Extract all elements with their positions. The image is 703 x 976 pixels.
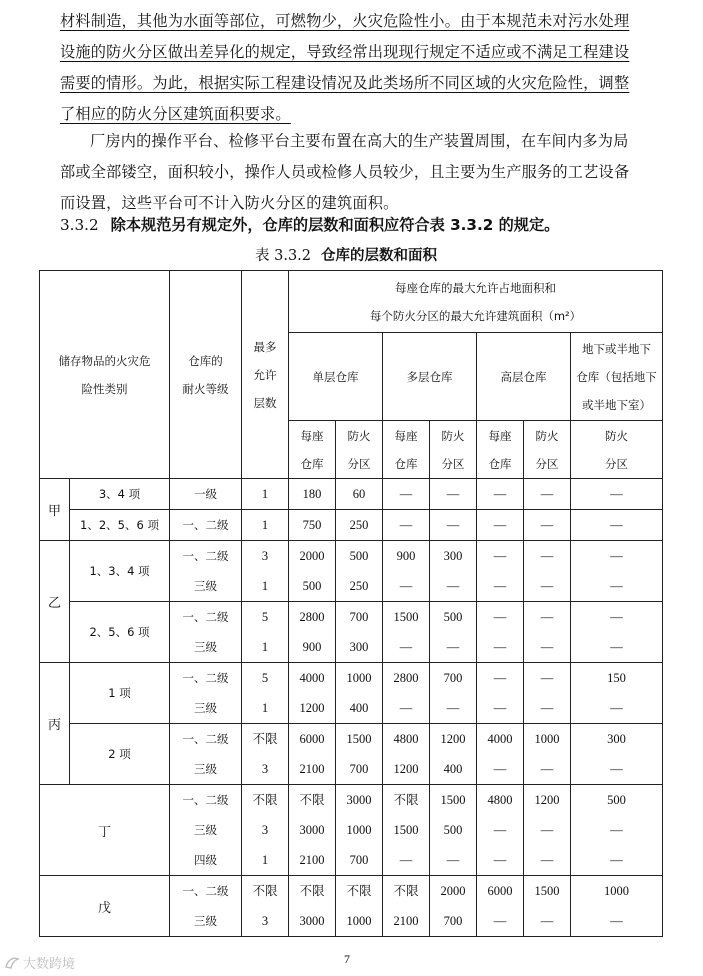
table-caption [255,244,437,265]
table-title: 仓库的层数和面积 [321,248,438,264]
cell-value: 60 [352,487,366,501]
header-fire-compartment: 防火 分区 [524,421,571,479]
area-cell [383,541,430,602]
table-number: 表 3.3.2 [255,248,312,264]
area-cell [430,602,477,663]
area-cell [336,724,383,785]
area-cell [477,785,524,876]
cell-value: 500 [607,793,626,807]
cell-value: — [399,518,413,532]
area-cell [289,510,336,541]
area-cell [571,785,663,876]
header-multi-story: 多层仓库 [383,333,477,421]
cell-value: 700 [443,671,463,685]
max-floors-cell [242,602,289,663]
area-cell [336,876,383,937]
cell-value: — [540,914,554,928]
cell-value: 1 [261,579,269,593]
cell-value: 700 [349,762,369,776]
cell-value: — [399,701,413,715]
cell-value: 2000 [299,549,325,563]
cell-value: — [610,762,623,776]
cell-value: — [446,640,460,654]
cell-value: 1 [261,640,269,654]
area-cell [524,541,571,602]
area-cell [524,785,571,876]
area-cell [383,876,430,937]
area-cell [477,602,524,663]
header-area-title: 每座仓库的最大允许占地面积和 每个防火分区的最大允许建筑面积（m²） [289,271,663,333]
cell-value: 5 [261,671,269,685]
cell-value: 4000 [487,732,513,746]
header-fire-compartment: 防火 分区 [430,421,477,479]
cell-value: — [493,579,507,593]
cell-value: — [540,671,554,685]
header-per-warehouse: 每座 仓库 [289,421,336,479]
cell-value: 2800 [393,671,419,685]
cell-value: — [493,701,507,715]
table-row [40,541,663,602]
cell-value: — [446,518,460,532]
header-underground: 地下或半地下 仓库（包括地下 或半地下室） [571,333,663,421]
watermark-logo-icon [4,956,20,970]
area-cell [571,724,663,785]
paragraph-underlined [60,6,660,130]
cell-value: 300 [349,640,369,654]
cell-value: 6000 [299,732,325,746]
cell-value: 三级 [194,823,217,837]
header-max-floors: 最多 允许 层数 [242,271,289,479]
cell-value: — [610,518,623,532]
area-cell [524,479,571,510]
cell-value: 4800 [487,793,513,807]
cell-value: 一、二级 [182,549,229,563]
area-cell [336,785,383,876]
cell-value: 900 [396,549,416,563]
cell-value: 2800 [299,610,325,624]
max-floors-cell [242,663,289,724]
text-line: 了相应的防火分区建筑面积要求。 [60,105,291,123]
area-cell [430,876,477,937]
area-cell [524,510,571,541]
area-cell [383,663,430,724]
cell-value: — [399,853,413,867]
cell-value: — [493,640,507,654]
area-cell [477,876,524,937]
area-cell [430,541,477,602]
table-row [40,602,663,663]
cell-value: — [493,518,507,532]
area-cell [383,724,430,785]
cell-value: — [610,579,623,593]
area-cell [430,479,477,510]
hazard-class: 乙 [40,541,70,663]
text-line: 厂房内的操作平台、检修平台主要布置在高大的生产装置周围，在车间内多为局 [90,132,629,150]
hazard-class: 丁 [40,785,170,876]
cell-value: 3 [261,762,269,776]
area-cell [289,876,336,937]
cell-value: 150 [607,671,626,685]
cell-value: — [540,579,554,593]
cell-value: 1500 [440,793,466,807]
header-single-story: 单层仓库 [289,333,383,421]
cell-value: 1 [261,701,269,715]
fire-rating-cell [170,663,242,724]
table-row [40,785,663,876]
table-row [40,724,663,785]
area-cell [430,510,477,541]
hazard-class: 戊 [40,876,170,937]
text-line: 材料制造，其他为水面等部位，可燃物少，火灾危险性小。由于本规范未对污水处理 [60,12,630,30]
fire-rating-cell [170,541,242,602]
area-cell [571,663,663,724]
cell-value: — [610,914,623,928]
cell-value: 1000 [346,671,372,685]
cell-value: — [493,823,507,837]
max-floors-cell [242,541,289,602]
area-cell [477,479,524,510]
cell-value: 2100 [393,914,419,928]
area-cell [383,510,430,541]
fire-rating-cell [170,510,242,541]
area-cell [524,602,571,663]
area-cell [477,510,524,541]
cell-value: 300 [607,732,626,746]
watermark: 大数跨境 [4,953,75,972]
area-cell [383,602,430,663]
cell-value: 900 [302,640,322,654]
cell-value: 500 [443,823,463,837]
cell-value: 500 [443,610,463,624]
cell-value: 三级 [194,914,217,928]
warehouse-area-table [39,270,663,937]
cell-value: 四级 [194,853,217,867]
area-cell [571,541,663,602]
cell-value: — [493,549,507,563]
cell-value: 1 [261,518,269,532]
cell-value: — [446,853,460,867]
cell-value: 一、二级 [182,518,229,532]
area-cell [430,663,477,724]
header-per-warehouse: 每座 仓库 [477,421,524,479]
cell-value: 1200 [299,701,325,715]
cell-value: 不限 [393,884,419,898]
cell-value: 3000 [299,823,325,837]
area-cell [524,724,571,785]
cell-value: 不限 [299,884,325,898]
max-floors-cell [242,785,289,876]
cell-value: 不限 [252,793,278,807]
text-line: 而设置，这些平台可不计入防火分区的建筑面积。 [60,194,399,212]
hazard-item: 1 项 [70,663,170,724]
cell-value: 一、二级 [182,671,229,685]
cell-value: 3 [261,914,269,928]
fire-rating-cell [170,602,242,663]
hazard-item: 1、2、5、6 项 [70,510,170,541]
cell-value: — [610,549,623,563]
cell-value: — [610,610,623,624]
cell-value: 500 [302,579,322,593]
cell-value: 1 [261,487,269,501]
area-cell [289,785,336,876]
area-cell [289,479,336,510]
cell-value: 三级 [194,701,217,715]
cell-value: 不限 [393,793,419,807]
cell-value: — [540,762,554,776]
cell-value: 700 [349,610,369,624]
cell-value: 1000 [346,823,372,837]
cell-value: — [399,487,413,501]
cell-value: 3000 [299,914,325,928]
fire-rating-cell [170,785,242,876]
cell-value: 三级 [194,762,217,776]
cell-value: 一、二级 [182,732,229,746]
cell-value: — [540,701,554,715]
area-cell [289,663,336,724]
cell-value: — [540,823,554,837]
cell-value: 1200 [440,732,466,746]
cell-value: — [493,914,507,928]
area-cell [289,724,336,785]
cell-value: 500 [349,549,369,563]
cell-value: 不限 [252,732,278,746]
area-cell [336,510,383,541]
fire-rating-cell [170,876,242,937]
cell-value: — [446,701,460,715]
area-cell [289,541,336,602]
cell-value: 700 [349,853,369,867]
header-high-rise: 高层仓库 [477,333,571,421]
area-cell [571,510,663,541]
area-cell [383,785,430,876]
cell-value: 不限 [346,884,372,898]
area-cell [477,663,524,724]
cell-value: — [493,762,507,776]
cell-value: — [493,610,507,624]
cell-value: 1500 [393,610,419,624]
area-cell [571,479,663,510]
cell-value: 250 [349,518,369,532]
header-fire-rating: 仓库的 耐火等级 [170,271,242,479]
clause-text: 除本规范另有规定外，仓库的层数和面积应符合表 3.3.2 的规定。 [110,216,560,234]
cell-value: — [399,640,413,654]
header-per-warehouse: 每座 仓库 [383,421,430,479]
cell-value: — [493,671,507,685]
cell-value: — [540,853,554,867]
text-line: 设施的防火分区做出差异化的规定，导致经常出现现行规定不适应或不满足工程建设 [60,43,630,61]
area-cell [571,876,663,937]
cell-value: 1 [261,853,269,867]
cell-value: 1200 [534,793,560,807]
area-cell [289,602,336,663]
cell-value: 5 [261,610,269,624]
hazard-item: 3、4 项 [70,479,170,510]
area-cell [524,876,571,937]
cell-value: 一、二级 [182,884,229,898]
header-fire-compartment: 防火 分区 [336,421,383,479]
cell-value: 250 [349,579,369,593]
area-cell [336,541,383,602]
cell-value: 1500 [346,732,372,746]
cell-value: 2100 [299,762,325,776]
cell-value: — [446,487,460,501]
cell-value: 6000 [487,884,513,898]
cell-value: 不限 [299,793,325,807]
fire-rating-cell [170,724,242,785]
cell-value: — [399,579,413,593]
area-cell [336,663,383,724]
cell-value: 2100 [299,853,325,867]
cell-value: — [610,640,623,654]
area-cell [383,479,430,510]
cell-value: — [610,487,623,501]
table-row [40,876,663,937]
cell-value: — [493,487,507,501]
hazard-item: 1、3、4 项 [70,541,170,602]
max-floors-cell [242,876,289,937]
cell-value: 3000 [346,793,372,807]
area-cell [430,724,477,785]
table-row [40,663,663,724]
hazard-class: 甲 [40,479,70,541]
area-cell [477,724,524,785]
cell-value: 750 [302,518,322,532]
fire-rating-cell [170,479,242,510]
cell-value: 1200 [393,762,419,776]
cell-value: 2000 [440,884,466,898]
paragraph-platforms [60,126,660,219]
cell-value: 1500 [393,823,419,837]
max-floors-cell [242,510,289,541]
cell-value: 4000 [299,671,325,685]
table-row [40,479,663,510]
hazard-item: 2 项 [70,724,170,785]
cell-value: 1500 [534,884,560,898]
cell-value: — [446,579,460,593]
max-floors-cell [242,724,289,785]
cell-value: 4800 [393,732,419,746]
cell-value: 1000 [346,914,372,928]
cell-value: — [540,610,554,624]
header-category: 储存物品的火灾危 险性类别 [40,271,170,479]
cell-value: — [610,701,623,715]
area-cell [336,602,383,663]
cell-value: 400 [349,701,369,715]
page-number: 7 [344,952,350,966]
cell-value: 一、二级 [182,610,229,624]
area-cell [571,602,663,663]
cell-value: 400 [443,762,463,776]
header-fire-compartment: 防火 分区 [571,421,663,479]
cell-value: 3 [261,549,269,563]
cell-value: — [540,549,554,563]
area-cell [430,785,477,876]
clause-number: 3.3.2 [60,216,99,234]
max-floors-cell [242,479,289,510]
table-row [40,510,663,541]
hazard-class: 丙 [40,663,70,785]
cell-value: 1000 [604,884,629,898]
cell-value: — [540,487,554,501]
area-cell [477,541,524,602]
cell-value: — [493,853,507,867]
cell-value: 一级 [194,487,217,501]
area-cell [524,663,571,724]
cell-value: 不限 [252,884,278,898]
cell-value: — [540,518,554,532]
cell-value: 三级 [194,640,217,654]
cell-value: 一、二级 [182,793,229,807]
cell-value: 1000 [534,732,560,746]
text-line: 部或全部镂空，面积较小，操作人员或检修人员较少，且主要为生产服务的工艺设备 [60,163,630,181]
cell-value: 3 [261,823,269,837]
hazard-item: 2、5、6 项 [70,602,170,663]
cell-value: 三级 [194,579,217,593]
text-line: 需要的情形。为此，根据实际工程建设情况及此类场所不同区域的火灾危险性，调整 [60,74,630,92]
cell-value: 180 [302,487,322,501]
area-cell [336,479,383,510]
clause-heading [60,214,559,235]
cell-value: 300 [443,549,463,563]
cell-value: — [540,640,554,654]
cell-value: 700 [443,914,463,928]
cell-value: — [610,823,623,837]
cell-value: — [610,853,623,867]
